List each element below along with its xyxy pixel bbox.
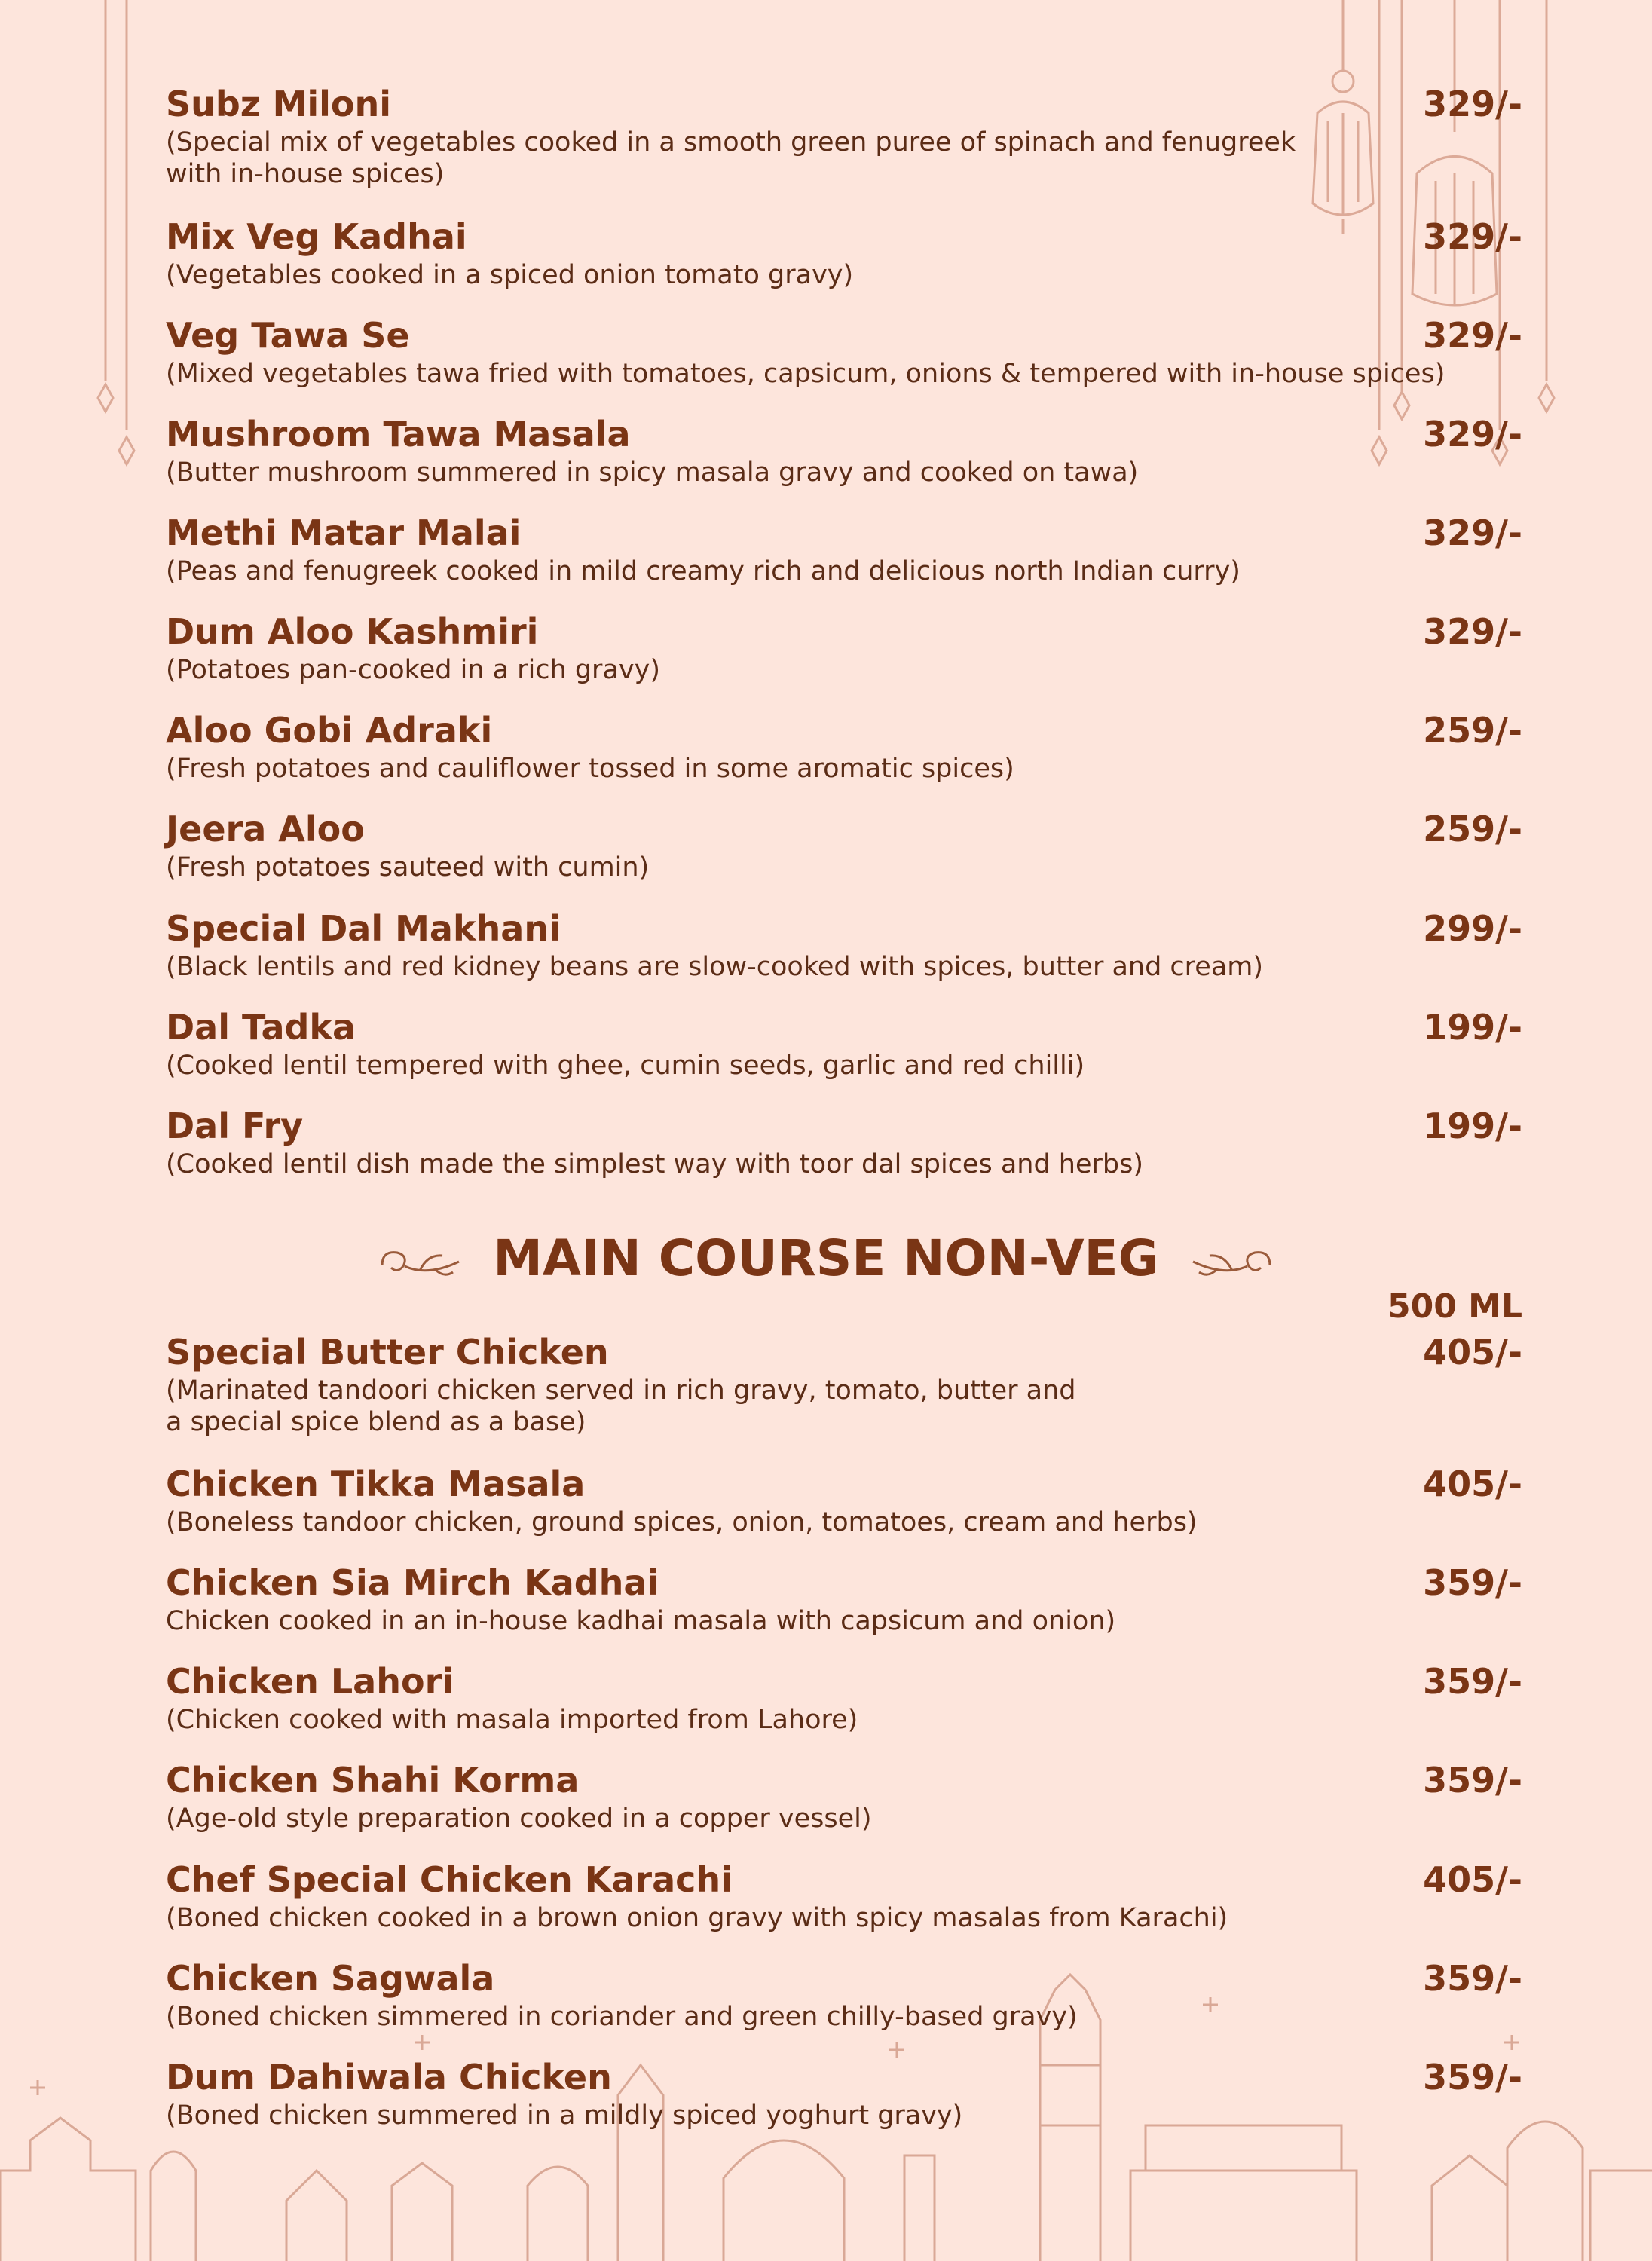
item-name: Chicken Sagwala xyxy=(166,1958,495,1999)
item-name: Chicken Shahi Korma xyxy=(166,1760,580,1801)
item-price: 329/- xyxy=(1423,84,1522,124)
item-price: 359/- xyxy=(1423,1760,1522,1801)
item-description: (Boned chicken summered in a mildly spiced yoghurt gravy) xyxy=(166,2100,963,2131)
item-description: (Marinated tandoori chicken served in rich gravy, tomato, butter and a special spice blend as a base) xyxy=(166,1375,1076,1437)
right-flourish-icon xyxy=(1187,1239,1277,1284)
item-description: Chicken cooked in an in-house kadhai masala with capsicum and onion) xyxy=(166,1606,1116,1636)
item-name: Special Butter Chicken xyxy=(166,1332,609,1372)
item-name: Methi Matar Malai xyxy=(166,512,522,553)
item-name: Dal Tadka xyxy=(166,1007,356,1048)
item-name: Chicken Sia Mirch Kadhai xyxy=(166,1562,659,1603)
item-description: (Chicken cooked with masala imported from Lahore) xyxy=(166,1705,858,1735)
item-description: (Cooked lentil dish made the simplest way with toor dal spices and herbs) xyxy=(166,1149,1143,1179)
item-name: Chef Special Chicken Karachi xyxy=(166,1859,733,1900)
item-price: 199/- xyxy=(1423,1007,1522,1048)
item-name: Mix Veg Kadhai xyxy=(166,216,467,257)
item-name: Veg Tawa Se xyxy=(166,315,410,356)
item-description: (Special mix of vegetables cooked in a smooth green puree of spinach and fenugreek with in-house spices) xyxy=(166,127,1296,189)
item-name: Special Dal Makhani xyxy=(166,908,561,949)
item-name: Chicken Tikka Masala xyxy=(166,1464,586,1504)
item-description: (Cooked lentil tempered with ghee, cumin seeds, garlic and red chilli) xyxy=(166,1051,1085,1081)
left-flourish-icon xyxy=(375,1239,465,1284)
item-name: Dum Dahiwala Chicken xyxy=(166,2057,612,2097)
item-description: (Fresh potatoes sauteed with cumin) xyxy=(166,852,650,883)
item-name: Chicken Lahori xyxy=(166,1661,454,1702)
item-price: 299/- xyxy=(1423,908,1522,949)
item-price: 405/- xyxy=(1423,1859,1522,1900)
item-price: 199/- xyxy=(1423,1106,1522,1146)
item-description: (Boneless tandoor chicken, ground spices, onion, tomatoes, cream and herbs) xyxy=(166,1507,1198,1537)
item-price: 359/- xyxy=(1423,2057,1522,2097)
item-price: 259/- xyxy=(1423,710,1522,751)
item-price: 329/- xyxy=(1423,315,1522,356)
item-description: (Vegetables cooked in a spiced onion tomato gravy) xyxy=(166,260,854,290)
item-name: Aloo Gobi Adraki xyxy=(166,710,493,751)
item-price: 405/- xyxy=(1423,1332,1522,1372)
item-name: Dum Aloo Kashmiri xyxy=(166,611,539,652)
section-title-text: MAIN COURSE NON-VEG xyxy=(493,1229,1159,1287)
item-name: Subz Miloni xyxy=(166,84,392,124)
item-name: Mushroom Tawa Masala xyxy=(166,414,631,454)
item-price: 329/- xyxy=(1423,216,1522,257)
item-description: (Potatoes pan-cooked in a rich gravy) xyxy=(166,655,660,685)
item-price: 359/- xyxy=(1423,1958,1522,1999)
item-name: Dal Fry xyxy=(166,1106,304,1146)
item-price: 359/- xyxy=(1423,1562,1522,1603)
item-name: Jeera Aloo xyxy=(166,809,365,849)
item-description: (Black lentils and red kidney beans are slow-cooked with spices, butter and cream) xyxy=(166,952,1264,982)
item-description: (Butter mushroom summered in spicy masala gravy and cooked on tawa) xyxy=(166,457,1139,488)
item-description: (Peas and fenugreek cooked in mild creamy rich and delicious north Indian curry) xyxy=(166,556,1241,586)
item-price: 329/- xyxy=(1423,611,1522,652)
item-price: 329/- xyxy=(1423,512,1522,553)
item-description: (Boned chicken simmered in coriander and green chilly-based gravy) xyxy=(166,2002,1078,2032)
section-heading xyxy=(0,1228,1652,1289)
item-description: (Fresh potatoes and cauliflower tossed in some aromatic spices) xyxy=(166,754,1014,784)
item-price: 259/- xyxy=(1423,809,1522,849)
item-price: 359/- xyxy=(1423,1661,1522,1702)
item-price: 329/- xyxy=(1423,414,1522,454)
item-description: (Boned chicken cooked in a brown onion gravy with spicy masalas from Karachi) xyxy=(166,1903,1228,1933)
portion-size-label: 500 ML xyxy=(1387,1287,1522,1326)
item-description: (Age-old style preparation cooked in a copper vessel) xyxy=(166,1804,872,1834)
item-description: (Mixed vegetables tawa fried with tomatoes, capsicum, onions & tempered with in-house spices) xyxy=(166,359,1446,389)
item-price: 405/- xyxy=(1423,1464,1522,1504)
